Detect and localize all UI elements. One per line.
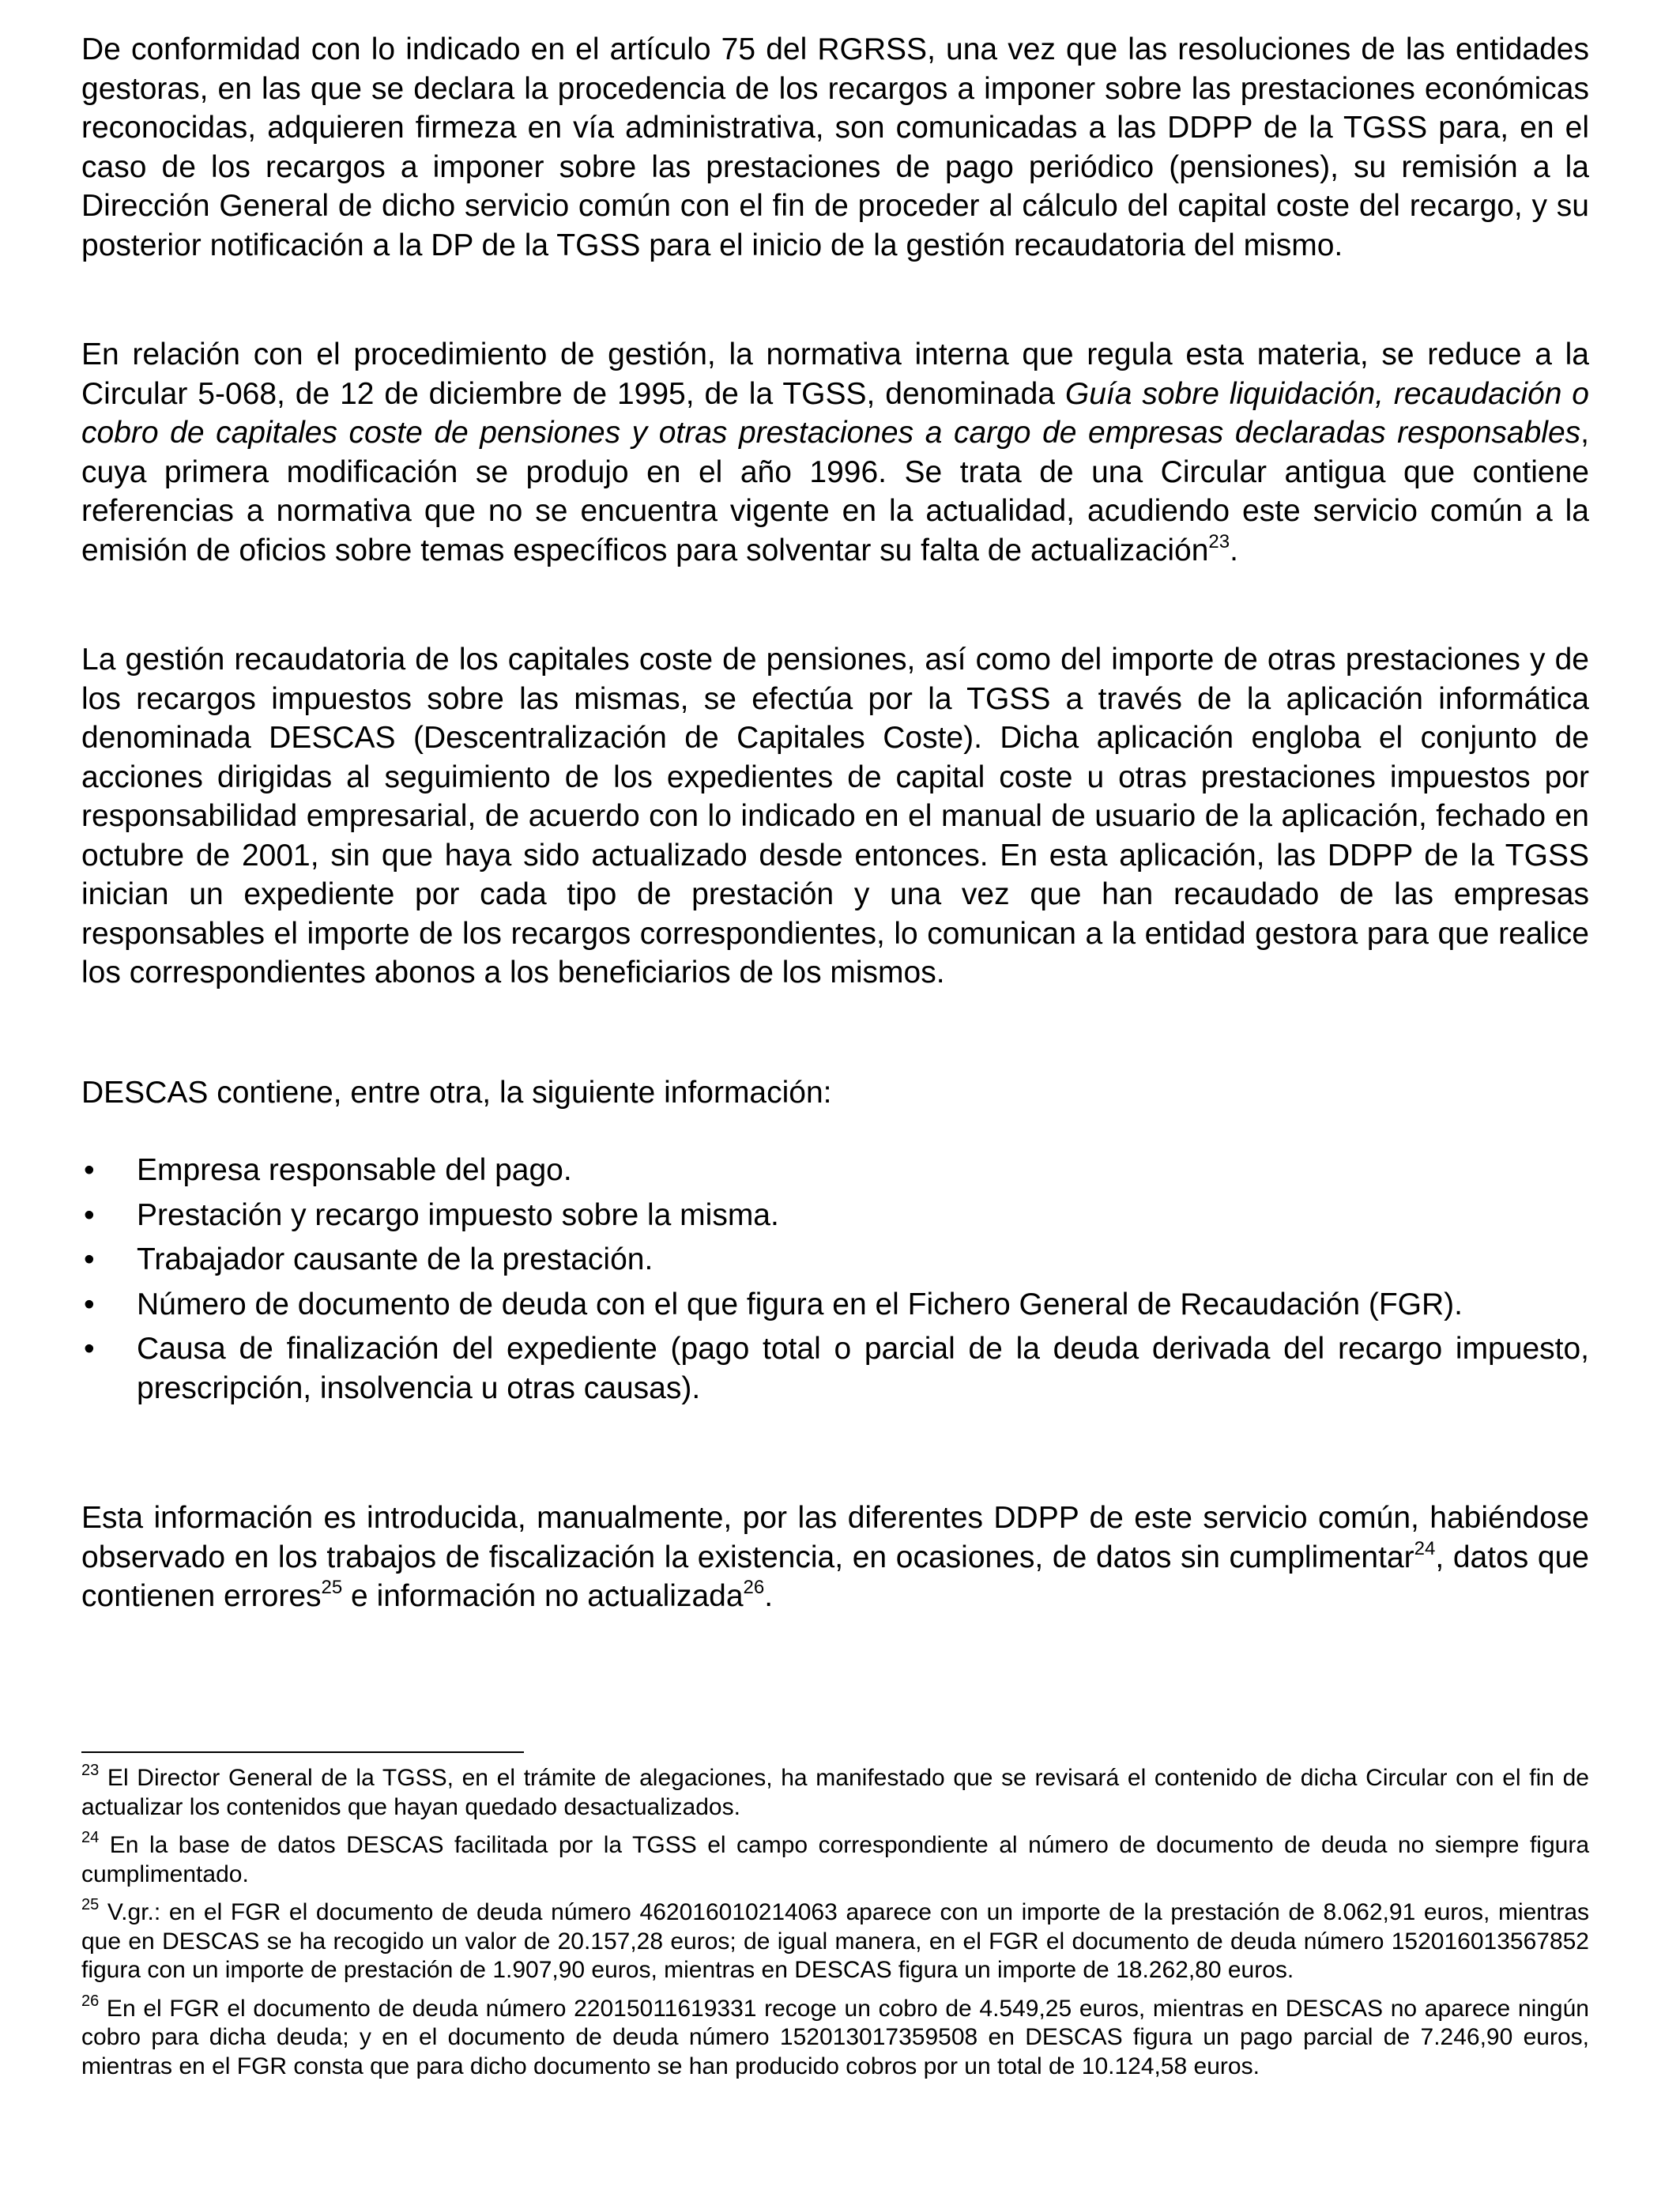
list-item-text: Empresa responsable del pago. [137,1153,572,1187]
footnote-number: 23 [81,1762,100,1779]
footnote-24 [81,1831,1589,1889]
footnote-23 [81,1764,1589,1822]
paragraph-3: La gestión recaudatoria de los capitales coste de pensiones, así como del importe de otras prestaciones y de los recargos impuestos sobre las mismas, se efectúa por la TGSS a través de la aplicación informática denominada DESCAS (Descentralización de Capitales Coste). Dicha aplicación engloba el conjunto de acciones dirigidas al seguimiento de los expedientes de capital coste u otras prestaciones impuestos por responsabilidad empresarial, de acuerdo con lo indicado en el manual de usuario de la aplicación, fechado en octubre de 2001, sin que haya sido actualizado desde entonces. En esta aplicación, las DDPP de la TGSS inician un expediente por cada tipo de prestación y una vez que han recaudado de las empresas responsables el importe de los recargos correspondientes, lo comunican a la entidad gestora para que realice los correspondientes abonos a los beneficiarios de los mismos. [81,643,1589,990]
footnote-separator [81,1751,524,1753]
paragraph-5-text-b: , datos que contienen errores [81,1540,1589,1613]
footnote-text: El Director General de la TGSS, en el trámite de alegaciones, ha manifestado que se revisará el contenido de dicha Circular con el fin de actualizar los contenidos que hayan quedado desactualizados. [81,1765,1589,1820]
footnote-ref-26[interactable]: 26 [743,1577,765,1598]
footnote-number: 25 [81,1896,100,1913]
paragraph-5-text-c: e información no actualizada [342,1579,744,1613]
footnote-number: 26 [81,1992,100,2010]
list-item [81,1196,1589,1235]
bullet-icon: • [84,1197,95,1232]
paragraph-1: De conformidad con lo indicado en el artículo 75 del RGRSS, una vez que las resoluciones de las entidades gestoras, en las que se declara la procedencia de los recargos a imponer sobre las prestaciones económicas reconocidas, adquieren firmeza en vía administrativa, son comunicadas a las DDPP de la TGSS para, en el caso de los recargos a imponer sobre las prestaciones de pago periódico (pensiones), su remisión a la Dirección General de dicho servicio común con el fin de proceder al cálculo del capital coste del recargo, y su posterior notificación a la DP de la TGSS para el inicio de la gestión recaudatoria del mismo. [81,32,1589,262]
paragraph-2 [81,335,1589,570]
footnote-25 [81,1898,1589,1985]
paragraph-5-text-a: Esta información es introducida, manualmente, por las diferentes DDPP de este servicio común, habiéndose observado en los trabajos de fiscalización la existencia, en ocasiones, de datos sin cumplimentar [81,1501,1589,1574]
circular-title: Guía sobre liquidación, recaudación o cobro de capitales coste de pensiones y otras prestaciones a cargo de empresas declaradas responsables [81,376,1589,450]
list-item [81,1151,1589,1190]
footnotes [81,1764,1589,2090]
footnote-text: V.gr.: en el FGR el documento de deuda número 462016010214063 aparece con un importe de la prestación de 8.062,91 euros, mientras que en DESCAS se ha recogido un valor de 20.157,28 euros; de igual manera, en el FGR el documento de deuda número 152016013567852 figura con un importe de prestación de 1.907,90 euros, mientras en DESCAS figura un importe de 18.262,80 euros. [81,1899,1589,1983]
list-item-text: Causa de finalización del expediente (pago total o parcial de la deuda derivada del recargo impuesto, prescripción, insolvencia u otras causas). [137,1332,1589,1405]
footnote-ref-25[interactable]: 25 [321,1577,343,1598]
bullet-icon: • [84,1332,95,1366]
footnote-number: 24 [81,1829,100,1846]
footnote-text: En el FGR el documento de deuda número 22015011619331 recoge un cobro de 4.549,25 euros, mientras en DESCAS no aparece ningún cobro para dicha deuda; y en el documento de deuda número 152013017359508 en DESCAS figura un pago parcial de 7.246,90 euros, mientras en el FGR consta que para dicho documento se han producido cobros por un total de 10.124,58 euros. [81,1995,1589,2079]
footnote-26 [81,1992,1589,2082]
bullet-icon: • [84,1287,95,1321]
paragraph-4: DESCAS contiene, entre otra, la siguiente información: [81,1076,832,1110]
paragraph-5-end: . [764,1579,774,1613]
paragraph-2-text-b: , cuya primera modificación se produjo en el año 1996. Se trata de una Circular antigua que contiene referencias a normativa que no se encuentra vigente en la actualidad, acudiendo este servicio común a la emisión de oficios sobre temas específicos para solventar su falta de actualización [81,416,1589,567]
list-item [81,1285,1589,1325]
bullet-icon: • [84,1242,95,1276]
list-item [81,1329,1589,1408]
footnote-text: En la base de datos DESCAS facilitada por la TGSS el campo correspondiente al número de documento de deuda no siempre figura cumplimentado. [81,1832,1589,1887]
descas-info-list [81,1151,1589,1413]
footnote-ref-24[interactable]: 24 [1414,1537,1436,1559]
list-item-text: Trabajador causante de la prestación. [137,1242,654,1276]
list-item-text: Número de documento de deuda con el que figura en el Fichero General de Recaudación (FGR). [137,1287,1463,1321]
paragraph-2-text-a: En relación con el procedimiento de gestión, la normativa interna que regula esta materia, se reduce a la Circular 5-068, de 12 de diciembre de 1995, de la TGSS, denominada [81,337,1589,411]
paragraph-5 [81,1498,1589,1616]
bullet-icon: • [84,1153,95,1187]
list-item-text: Prestación y recargo impuesto sobre la misma. [137,1197,779,1232]
footnote-ref-23[interactable]: 23 [1208,530,1230,552]
paragraph-2-end: . [1230,533,1238,567]
list-item [81,1240,1589,1280]
